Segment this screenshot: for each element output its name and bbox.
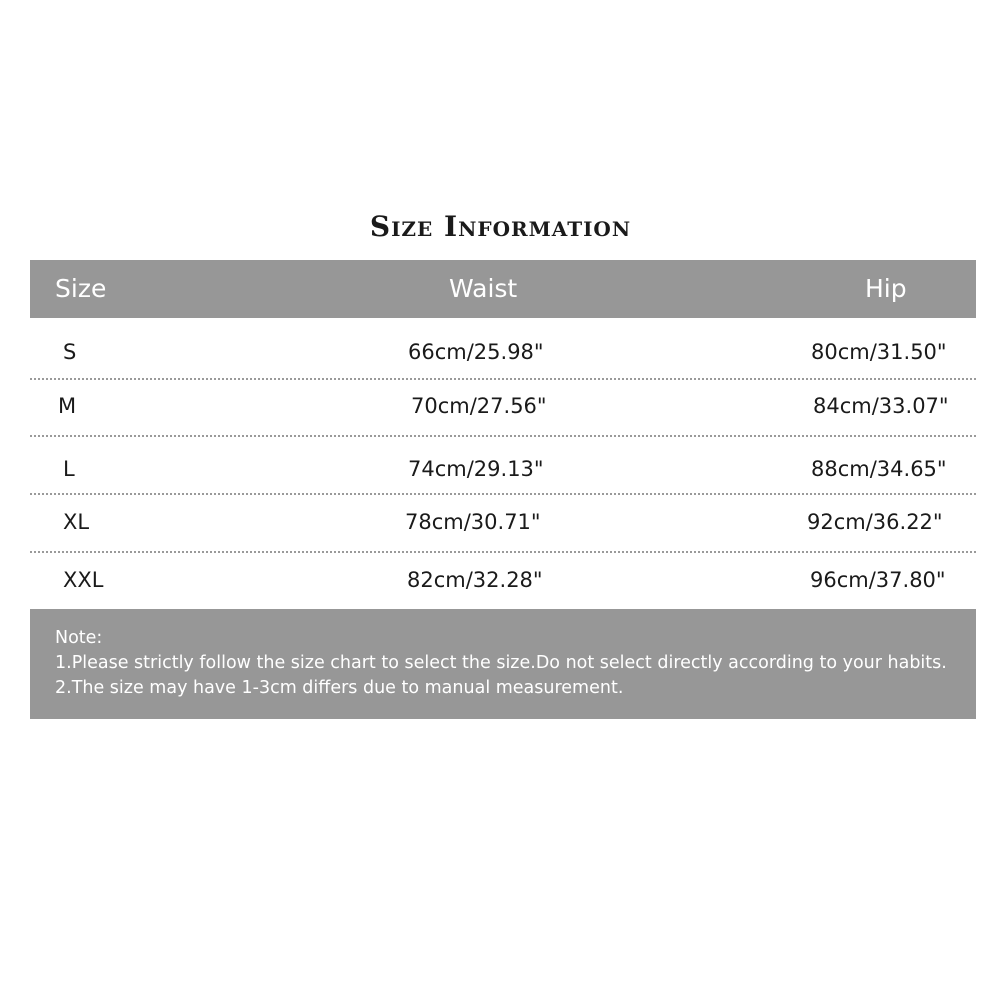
cell-hip: 80cm/31.50" [811, 340, 947, 364]
cell-size: S [63, 340, 77, 364]
cell-hip: 88cm/34.65" [811, 457, 947, 481]
row-divider [30, 435, 976, 437]
note-heading: Note: [55, 628, 103, 648]
cell-hip: 96cm/37.80" [810, 568, 946, 592]
row-divider [30, 551, 976, 553]
cell-size: XL [63, 510, 90, 534]
header-size: Size [55, 274, 107, 303]
note-line-1: 1.Please strictly follow the size chart to select the size.Do not select directly according to your habits. [55, 653, 947, 673]
cell-size: XXL [63, 568, 104, 592]
cell-waist: 82cm/32.28" [407, 568, 543, 592]
cell-size: M [58, 394, 77, 418]
cell-waist: 74cm/29.13" [408, 457, 544, 481]
cell-hip: 92cm/36.22" [807, 510, 943, 534]
cell-waist: 70cm/27.56" [411, 394, 547, 418]
cell-waist: 66cm/25.98" [408, 340, 544, 364]
header-hip: Hip [865, 274, 907, 303]
row-divider [30, 493, 976, 495]
size-table-header [30, 260, 976, 318]
cell-hip: 84cm/33.07" [813, 394, 949, 418]
page-title: Size Information [369, 210, 632, 243]
header-waist: Waist [449, 274, 518, 303]
note-line-2: 2.The size may have 1-3cm differs due to manual measurement. [55, 678, 624, 698]
cell-size: L [63, 457, 75, 481]
cell-waist: 78cm/30.71" [405, 510, 541, 534]
row-divider [30, 378, 976, 380]
note-box [30, 609, 976, 719]
